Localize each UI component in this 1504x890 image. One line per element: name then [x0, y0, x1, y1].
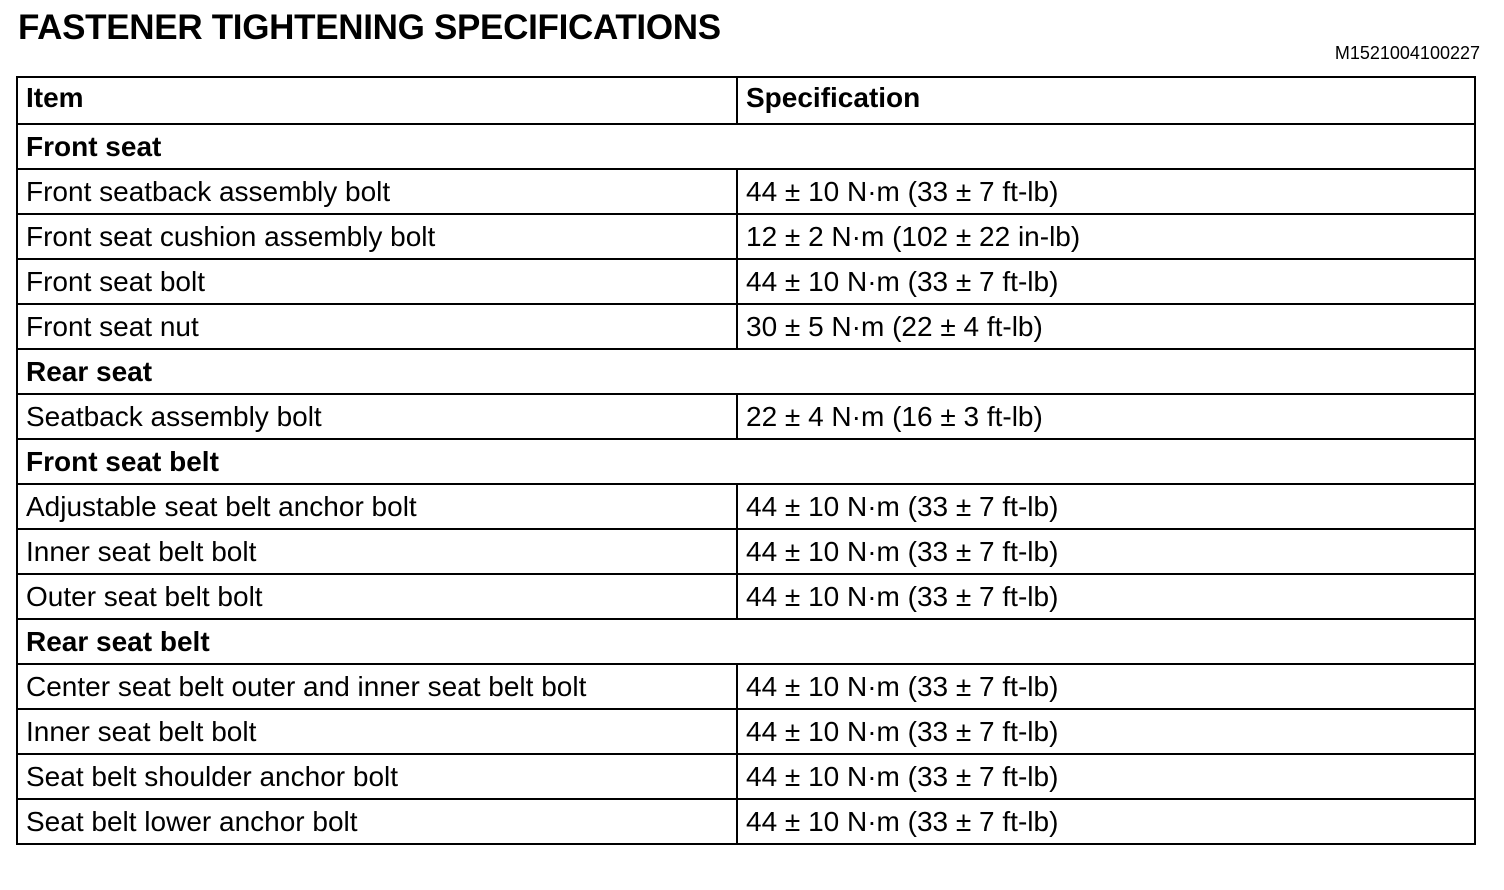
item-cell: Inner seat belt bolt	[17, 529, 737, 574]
table-row	[17, 709, 1475, 754]
spec-cell: 44 ± 10 N·m (33 ± 7 ft-lb)	[737, 664, 1475, 709]
item-cell: Front seat bolt	[17, 259, 737, 304]
spec-cell: 30 ± 5 N·m (22 ± 4 ft-lb)	[737, 304, 1475, 349]
spec-cell: 44 ± 10 N·m (33 ± 7 ft-lb)	[737, 709, 1475, 754]
item-cell: Front seat cushion assembly bolt	[17, 214, 737, 259]
section-title: Front seat belt	[17, 439, 1475, 484]
table-row	[17, 484, 1475, 529]
table-row	[17, 799, 1475, 844]
spec-cell: 44 ± 10 N·m (33 ± 7 ft-lb)	[737, 259, 1475, 304]
table-row	[17, 394, 1475, 439]
item-cell: Center seat belt outer and inner seat belt bolt	[17, 664, 737, 709]
section-title: Rear seat belt	[17, 619, 1475, 664]
spec-cell: 44 ± 10 N·m (33 ± 7 ft-lb)	[737, 799, 1475, 844]
spec-cell: 12 ± 2 N·m (102 ± 22 in-lb)	[737, 214, 1475, 259]
spec-cell: 44 ± 10 N·m (33 ± 7 ft-lb)	[737, 574, 1475, 619]
item-cell: Seat belt shoulder anchor bolt	[17, 754, 737, 799]
spec-cell: 44 ± 10 N·m (33 ± 7 ft-lb)	[737, 529, 1475, 574]
table-row	[17, 259, 1475, 304]
table-row	[17, 754, 1475, 799]
table-row	[17, 664, 1475, 709]
section-row-rear-seat	[17, 349, 1475, 394]
section-title: Front seat	[17, 124, 1475, 169]
table-body	[17, 124, 1475, 844]
column-header-specification: Specification	[737, 77, 1475, 124]
item-cell: Front seat nut	[17, 304, 737, 349]
item-cell: Seatback assembly bolt	[17, 394, 737, 439]
item-cell: Adjustable seat belt anchor bolt	[17, 484, 737, 529]
table-header-row	[17, 77, 1475, 124]
item-cell: Inner seat belt bolt	[17, 709, 737, 754]
spec-cell: 22 ± 4 N·m (16 ± 3 ft-lb)	[737, 394, 1475, 439]
section-title: Rear seat	[17, 349, 1475, 394]
item-cell: Front seatback assembly bolt	[17, 169, 737, 214]
table-row	[17, 304, 1475, 349]
fastener-spec-table	[16, 76, 1476, 845]
table-row	[17, 169, 1475, 214]
spec-cell: 44 ± 10 N·m (33 ± 7 ft-lb)	[737, 169, 1475, 214]
section-row-front-seat	[17, 124, 1475, 169]
column-header-item: Item	[17, 77, 737, 124]
spec-cell: 44 ± 10 N·m (33 ± 7 ft-lb)	[737, 484, 1475, 529]
page-title: FASTENER TIGHTENING SPECIFICATIONS	[18, 8, 721, 47]
table-row	[17, 574, 1475, 619]
table-row	[17, 529, 1475, 574]
section-row-front-seat-belt	[17, 439, 1475, 484]
section-row-rear-seat-belt	[17, 619, 1475, 664]
item-cell: Seat belt lower anchor bolt	[17, 799, 737, 844]
spec-cell: 44 ± 10 N·m (33 ± 7 ft-lb)	[737, 754, 1475, 799]
item-cell: Outer seat belt bolt	[17, 574, 737, 619]
document-code: M1521004100227	[1334, 43, 1480, 63]
table-row	[17, 214, 1475, 259]
